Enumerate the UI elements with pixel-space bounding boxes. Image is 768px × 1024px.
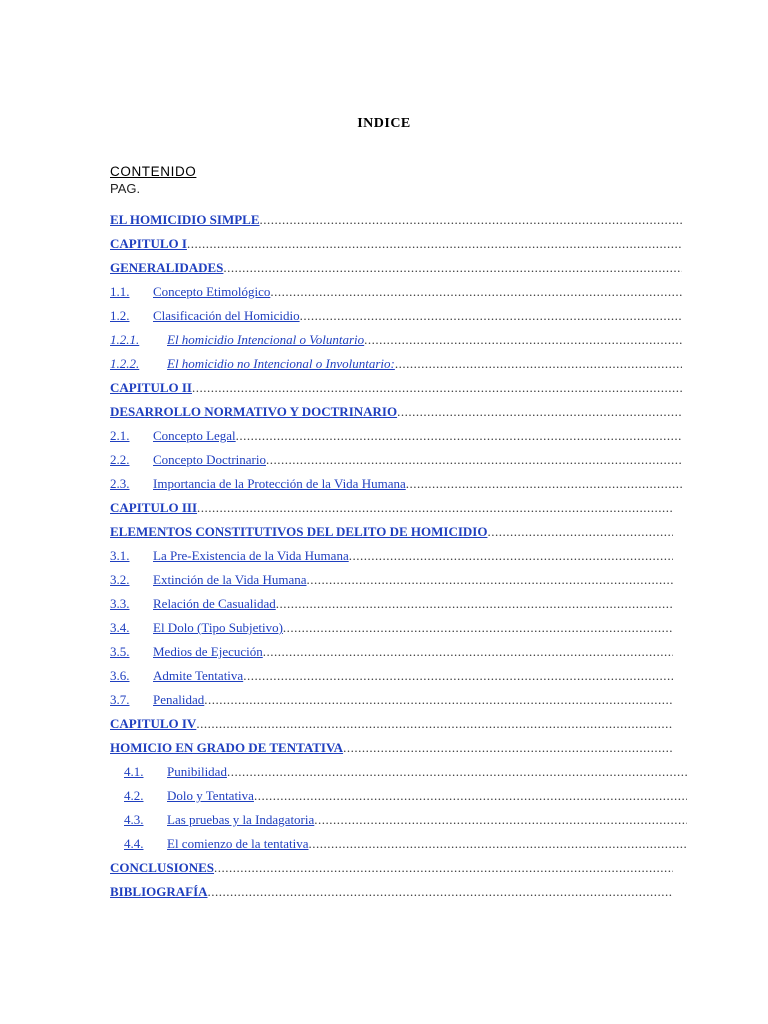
toc-entry-link[interactable]: CAPITULO I — [110, 236, 187, 251]
toc-entry[interactable] — [110, 232, 682, 256]
contenido-heading: CONTENIDO — [110, 164, 197, 179]
toc-entry-number[interactable]: 3.1. — [110, 548, 130, 563]
dot-leader — [204, 688, 673, 712]
toc-entry[interactable] — [110, 256, 682, 280]
toc-entry-number[interactable]: 4.2. — [124, 788, 144, 803]
dot-leader — [214, 856, 673, 880]
toc-entry[interactable] — [110, 760, 687, 784]
toc-entry[interactable] — [110, 832, 687, 856]
dot-leader — [227, 760, 687, 784]
toc-entry-link[interactable]: Clasificación del Homicidio — [153, 308, 300, 323]
table-of-contents — [110, 208, 682, 904]
toc-entry-link[interactable]: Penalidad — [153, 692, 205, 707]
dot-leader — [243, 664, 673, 688]
dot-leader — [283, 616, 673, 640]
toc-entry[interactable] — [110, 376, 682, 400]
dot-leader — [208, 880, 673, 904]
toc-entry[interactable] — [110, 856, 673, 880]
toc-entry-number[interactable]: 1.2.2. — [110, 356, 140, 371]
toc-entry-link[interactable]: ELEMENTOS CONSTITUTIVOS DEL DELITO DE HOMICIDIO — [110, 524, 488, 539]
dot-leader — [307, 568, 674, 592]
toc-entry[interactable] — [110, 736, 673, 760]
toc-entry-link[interactable]: BIBLIOGRAFÍA — [110, 884, 208, 899]
toc-entry[interactable] — [110, 424, 682, 448]
toc-entry[interactable] — [110, 400, 682, 424]
dot-leader — [263, 640, 673, 664]
dot-leader — [266, 448, 682, 472]
toc-entry-number[interactable]: 3.2. — [110, 572, 130, 587]
dot-leader — [406, 472, 682, 496]
toc-entry-link[interactable]: Medios de Ejecución — [153, 644, 263, 659]
toc-entry[interactable] — [110, 616, 673, 640]
toc-entry-link[interactable]: CAPITULO IV — [110, 716, 197, 731]
toc-entry[interactable] — [110, 808, 687, 832]
toc-entry-link[interactable]: Dolo y Tentativa — [167, 788, 254, 803]
pag-label: PAG. — [110, 181, 141, 196]
dot-leader — [270, 280, 682, 304]
toc-entry[interactable] — [110, 472, 682, 496]
toc-entry[interactable] — [110, 688, 673, 712]
dot-leader — [236, 424, 682, 448]
dot-leader — [187, 232, 682, 256]
toc-entry-link[interactable]: CAPITULO III — [110, 500, 198, 515]
toc-entry-number[interactable]: 3.4. — [110, 620, 130, 635]
toc-entry-link[interactable]: HOMICIO EN GRADO DE TENTATIVA — [110, 740, 344, 755]
toc-entry-link[interactable]: La Pre-Existencia de la Vida Humana — [153, 548, 349, 563]
dot-leader — [197, 496, 673, 520]
toc-entry-number[interactable]: 3.3. — [110, 596, 130, 611]
toc-entry-link[interactable]: CAPITULO II — [110, 380, 192, 395]
dot-leader — [223, 256, 682, 280]
toc-entry-link[interactable]: Concepto Etimológico — [153, 284, 271, 299]
toc-entry-number[interactable]: 4.1. — [124, 764, 144, 779]
toc-entry[interactable] — [110, 712, 673, 736]
toc-entry-number[interactable]: 3.7. — [110, 692, 130, 707]
toc-entry[interactable] — [110, 544, 673, 568]
toc-entry-number[interactable]: 1.2. — [110, 308, 130, 323]
toc-entry-link[interactable]: DESARROLLO NORMATIVO Y DOCTRINARIO — [110, 404, 398, 419]
toc-entry[interactable] — [110, 664, 673, 688]
dot-leader — [349, 544, 673, 568]
toc-entry-number[interactable]: 1.1. — [110, 284, 130, 299]
dot-leader — [309, 832, 688, 856]
toc-entry-link[interactable]: CONCLUSIONES — [110, 860, 215, 875]
toc-entry[interactable] — [110, 640, 673, 664]
toc-entry[interactable] — [110, 208, 682, 232]
toc-entry-number[interactable]: 2.2. — [110, 452, 130, 467]
toc-entry-link[interactable]: Las pruebas y la Indagatoria — [167, 812, 315, 827]
toc-entry[interactable] — [110, 448, 682, 472]
page-title: INDICE — [357, 116, 411, 131]
toc-entry-link[interactable]: El homicidio Intencional o Voluntario — [167, 332, 365, 347]
dot-leader — [196, 712, 673, 736]
toc-entry[interactable] — [110, 280, 682, 304]
toc-entry-link[interactable]: Importancia de la Protección de la Vida Humana — [153, 476, 406, 491]
toc-entry[interactable] — [110, 520, 673, 544]
dot-leader — [343, 736, 673, 760]
toc-entry-link[interactable]: El homicidio no Intencional o Involuntario: — [167, 356, 395, 371]
toc-entry[interactable] — [110, 568, 673, 592]
toc-entry-link[interactable]: Concepto Legal — [153, 428, 236, 443]
toc-entry-number[interactable]: 1.2.1. — [110, 332, 140, 347]
dot-leader — [276, 592, 673, 616]
dot-leader — [395, 352, 682, 376]
dot-leader — [260, 208, 682, 232]
toc-entry[interactable] — [110, 304, 682, 328]
toc-entry-number[interactable]: 4.3. — [124, 812, 144, 827]
toc-entry[interactable] — [110, 784, 687, 808]
toc-entry-link[interactable]: EL HOMICIDIO SIMPLE — [110, 212, 260, 227]
toc-entry[interactable] — [110, 352, 682, 376]
toc-entry[interactable] — [110, 496, 673, 520]
dot-leader — [300, 304, 682, 328]
toc-entry-number[interactable]: 2.3. — [110, 476, 130, 491]
toc-entry-number[interactable]: 4.4. — [124, 836, 144, 851]
dot-leader — [192, 376, 682, 400]
toc-entry-link[interactable]: Extinción de la Vida Humana — [153, 572, 307, 587]
toc-entry[interactable] — [110, 592, 673, 616]
toc-entry-link[interactable]: El Dolo (Tipo Subjetivo) — [153, 620, 283, 635]
toc-entry-number[interactable]: 3.6. — [110, 668, 130, 683]
toc-entry[interactable] — [110, 880, 673, 904]
toc-entry-link[interactable]: Relación de Casualidad — [153, 596, 276, 611]
toc-entry-link[interactable]: El comienzo de la tentativa — [167, 836, 309, 851]
toc-entry-number[interactable]: 2.1. — [110, 428, 130, 443]
dot-leader — [254, 784, 687, 808]
toc-entry-link[interactable]: Punibilidad — [167, 764, 227, 779]
toc-entry[interactable] — [110, 328, 682, 352]
toc-entry-link[interactable]: Admite Tentativa — [153, 668, 244, 683]
dot-leader — [314, 808, 687, 832]
toc-entry-link[interactable]: GENERALIDADES — [110, 260, 224, 275]
toc-entry-link[interactable]: Concepto Doctrinario — [153, 452, 266, 467]
dot-leader — [487, 520, 673, 544]
dot-leader — [397, 400, 682, 424]
toc-entry-number[interactable]: 3.5. — [110, 644, 130, 659]
dot-leader — [364, 328, 682, 352]
